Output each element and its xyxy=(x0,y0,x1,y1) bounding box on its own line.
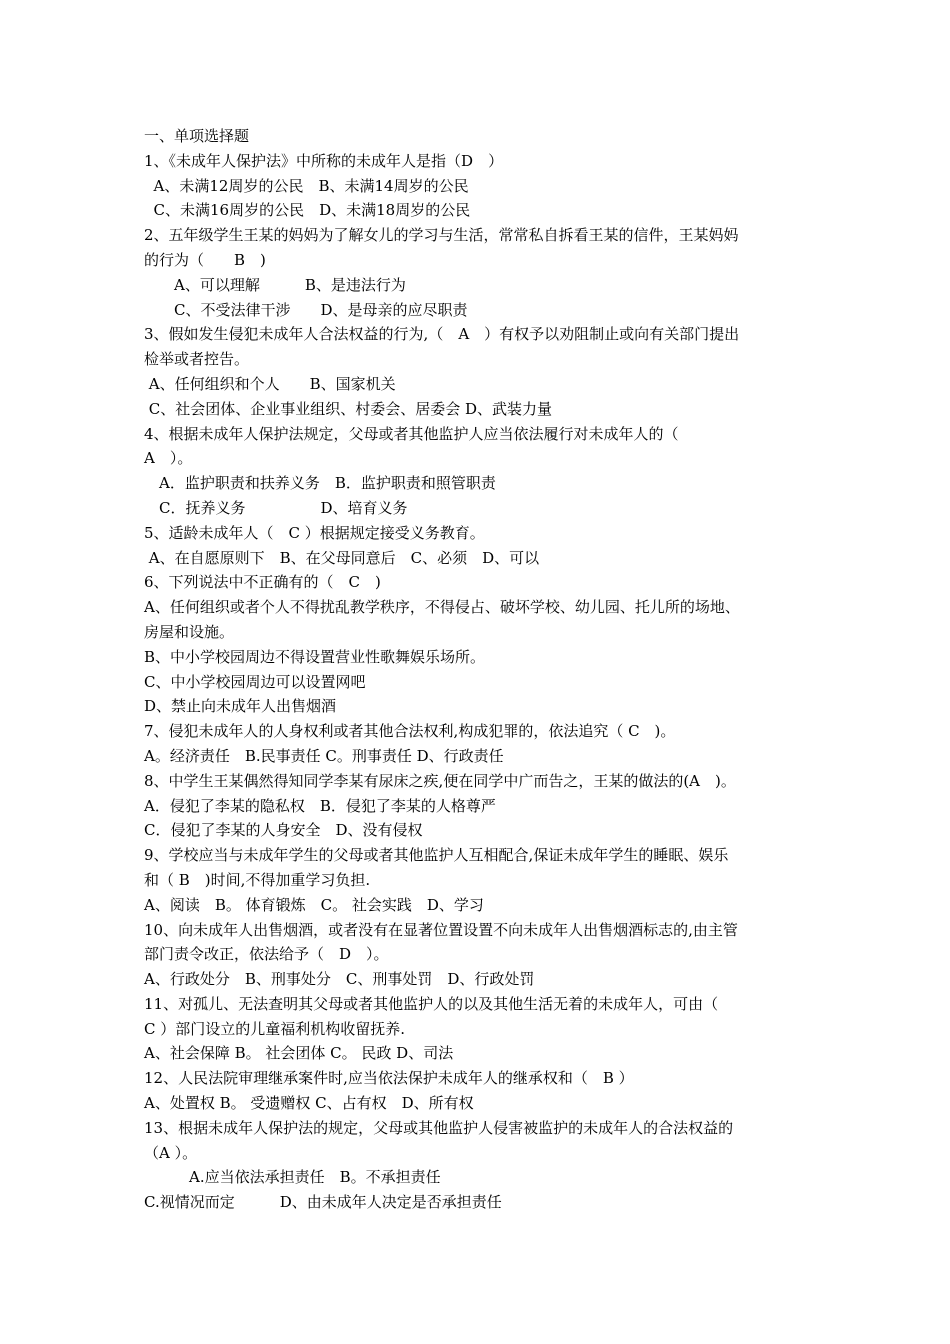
q13-stem-cont: （A ）。 xyxy=(144,1143,198,1162)
q2-stem-cont: 的行为（ B ) xyxy=(144,250,266,269)
q6-option-d: D、禁止向未成年人出售烟酒 xyxy=(144,697,337,716)
q9-stem: 9、学校应当与未成年学生的父母或者其他监护人互相配合,保证未成年学生的睡眠、娱乐 xyxy=(144,846,729,865)
q1-stem: 1、《未成年人保护法》中所称的未成年人是指（D ） xyxy=(144,151,504,170)
q13-options-cd: C.视情况而定 D、由未成年人决定是否承担责任 xyxy=(144,1193,502,1212)
q3-options-ab: A、任何组织和个人 B、国家机关 xyxy=(144,374,396,393)
q1-options-cd: C、未满16周岁的公民 D、未满18周岁的公民 xyxy=(144,201,471,220)
q6-option-a-cont: 房屋和设施。 xyxy=(144,622,235,641)
q13-options-ab: A.应当依法承担责任 B。不承担责任 xyxy=(144,1168,441,1187)
q9-stem-cont: 和（ B )时间,不得加重学习负担. xyxy=(144,870,371,889)
q5-stem: 5、适龄未成年人（ C ）根据规定接受义务教育。 xyxy=(144,523,485,542)
q13-stem: 13、根据未成年人保护法的规定，父母或其他监护人侵害被监护的未成年人的合法权益的 xyxy=(144,1118,734,1137)
q10-stem-cont: 部门责令改正，依法给予（ D ）。 xyxy=(144,945,389,964)
q11-stem-cont: C ）部门设立的儿童福利机构收留抚养. xyxy=(144,1019,406,1038)
q8-options-cd: C．侵犯了李某的人身安全 D、没有侵权 xyxy=(144,821,423,840)
q4-stem: 4、根据未成年人保护法规定，父母或者其他监护人应当依法履行对未成年人的（ xyxy=(144,424,679,443)
q5-options: A、在自愿原则下 B、在父母同意后 C、必须 D、可以 xyxy=(144,548,540,567)
q8-options-ab: A．侵犯了李某的隐私权 B．侵犯了李某的人格尊严 xyxy=(144,796,496,815)
q10-stem: 10、向未成年人出售烟酒，或者没有在显著位置设置不向未成年人出售烟酒标志的,由主管 xyxy=(144,920,738,939)
q12-stem: 12、人民法院审理继承案件时,应当依法保护未成年人的继承权和（ B ） xyxy=(144,1069,634,1088)
q11-options: A、社会保障 B。 社会团体 C。 民政 D、司法 xyxy=(144,1044,454,1063)
q3-options-cd: C、社会团体、企业事业组织、村委会、居委会 D、武装力量 xyxy=(144,399,553,418)
q12-options: A、处置权 B。 受遗赠权 C、占有权 D、所有权 xyxy=(144,1094,474,1113)
q6-option-c: C、中小学校园周边可以设置网吧 xyxy=(144,672,366,691)
q4-options-ab: A．监护职责和扶养义务 B．监护职责和照管职责 xyxy=(144,474,496,493)
q6-option-b: B、中小学校园周边不得设置营业性歌舞娱乐场所。 xyxy=(144,647,486,666)
q2-options-ab: A、可以理解 B、是违法行为 xyxy=(144,275,406,294)
q7-options: A。经济责任 B.民事责任 C。刑事责任 D、行政责任 xyxy=(144,746,504,765)
section-title: 一、单项选择题 xyxy=(144,127,250,145)
q6-stem: 6、下列说法中不正确有的（ C ) xyxy=(144,573,381,592)
q1-options-ab: A、未满12周岁的公民 B、未满14周岁的公民 xyxy=(144,176,469,195)
q4-stem-cont: A ）。 xyxy=(144,449,193,468)
q8-stem: 8、中学生王某偶然得知同学李某有尿床之疾,便在同学中广而告之，王某的做法的(A )。 xyxy=(144,771,736,790)
q2-stem: 2、五年级学生王某的妈妈为了解女儿的学习与生活，常常私自拆看王某的信件，王某妈妈 xyxy=(144,226,739,245)
q6-option-a: A、任何组织或者个人不得扰乱教学秩序，不得侵占、破坏学校、幼儿园、托儿所的场地、 xyxy=(144,598,740,617)
q10-options: A、行政处分 B、刑事处分 C、刑事处罚 D、行政处罚 xyxy=(144,970,535,989)
q11-stem: 11、对孤儿、无法查明其父母或者其他监护人的以及其他生活无着的未成年人，可由（ xyxy=(144,994,719,1013)
q3-stem: 3、假如发生侵犯未成年人合法权益的行为,（ A ）有权予以劝阻制止或向有关部门提出 xyxy=(144,325,740,344)
q4-options-cd: C．抚养义务 D、培育义务 xyxy=(144,498,408,517)
q7-stem: 7、侵犯未成年人的人身权利或者其他合法权利,构成犯罪的，依法追究（ C )。 xyxy=(144,722,676,741)
q9-options: A、阅读 B。 体育锻炼 C。 社会实践 D、学习 xyxy=(144,895,484,914)
q3-stem-cont: 检举或者控告。 xyxy=(144,350,250,369)
q2-options-cd: C、不受法律干涉 D、是母亲的应尽职责 xyxy=(144,300,468,319)
question-list xyxy=(144,124,824,1215)
